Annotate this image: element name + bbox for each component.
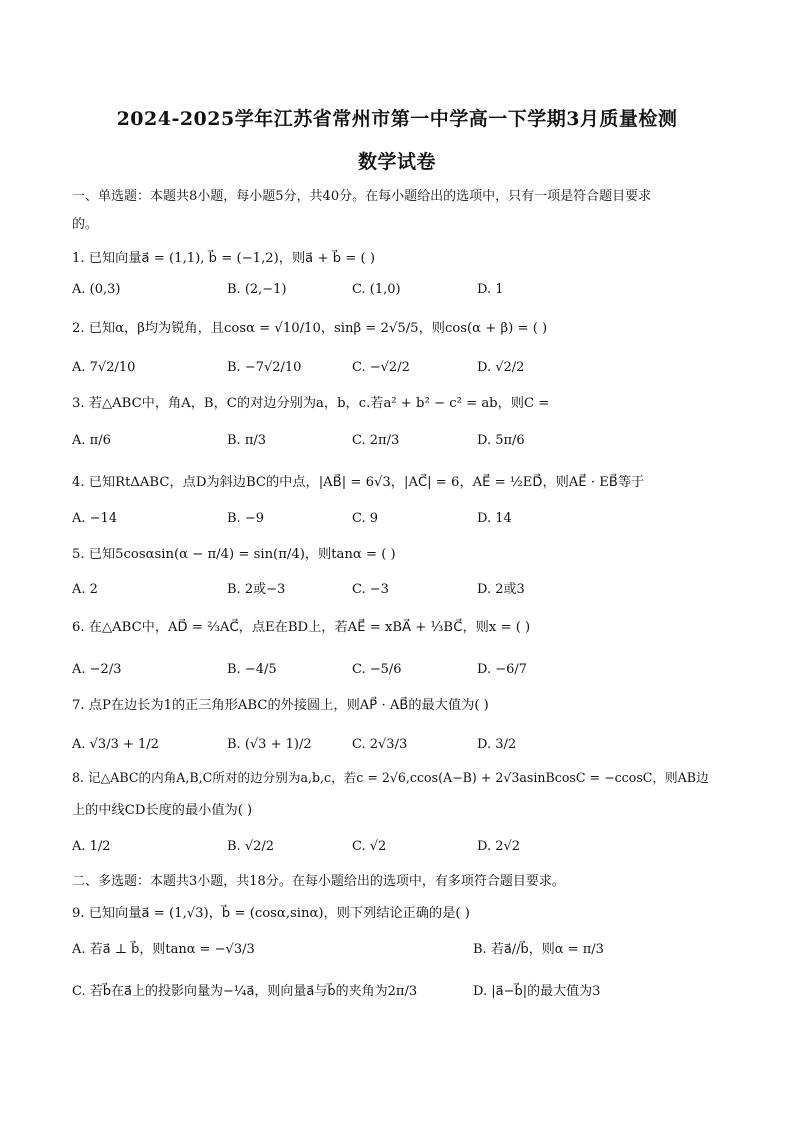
question-2-option-b: B. −7√2/10 [227,360,302,375]
question-4-stem: 4. 已知RtΔABC，点D为斜边BC的中点，|AB⃗| = 6√3，|AC⃗| = 6，AE⃗ = ½ED⃗，则AE⃗ · EB⃗等于 [72,475,645,490]
question-4-option-c: C. 9 [352,511,379,526]
question-4-option-d: D. 14 [477,511,512,526]
question-3-option-a: A. π/6 [72,433,111,448]
question-8-stem-continued: 上的中线CD长度的最小值为( ) [72,803,253,818]
question-2-option-c: C. −√2/2 [352,360,410,375]
question-2-stem: 2. 已知α，β均为锐角，且cosα = √10/10，sinβ = 2√5/5，则cos(α + β) = ( ) [72,321,548,336]
question-5-option-a: A. 2 [72,582,98,597]
question-6-option-c: C. −5/6 [352,662,402,677]
exam-title: 2024-2025学年江苏省常州市第一中学高一下学期3月质量检测 [116,108,678,130]
question-1-stem: 1. 已知向量a⃗ = (1,1), b⃗ = (−1,2)，则a⃗ + b⃗ = ( ) [72,251,375,266]
question-7-option-b: B. (√3 + 1)/2 [227,737,312,752]
question-1-option-b: B. (2,−1) [227,282,287,297]
question-6-option-d: D. −6/7 [477,662,528,677]
question-3-option-b: B. π/3 [227,433,267,448]
question-8-option-b: B. √2/2 [227,839,275,854]
question-9-option-d: D. |a⃗−b⃗|的最大值为3 [473,984,601,999]
question-6-stem: 6. 在△ABC中，AD⃗ = ⅔AC⃗，点E在BD上，若AE⃗ = xBA⃗ + ⅓BC⃗，则x = ( ) [72,620,531,635]
question-3-option-c: C. 2π/3 [352,433,400,448]
question-1-option-a: A. (0,3) [72,282,121,297]
question-4-option-b: B. −9 [227,511,264,526]
exam-subtitle: 数学试卷 [357,151,436,173]
question-9-option-a: A. 若a⃗ ⊥ b⃗，则tanα = −√3/3 [72,942,255,957]
question-5-option-c: C. −3 [352,582,389,597]
question-7-stem: 7. 点P在边长为1的正三角形ABC的外接圆上，则AP⃗ · AB⃗的最大值为( ) [72,698,489,713]
question-8-option-d: D. 2√2 [477,839,521,854]
section1-header-line2: 的。 [72,217,99,232]
question-2-option-a: A. 7√2/10 [72,360,136,375]
question-9-option-b: B. 若a⃗//b⃗，则α = π/3 [473,942,604,957]
question-8-stem: 8. 记△ABC的内角A,B,C所对的边分别为a,b,c，若c = 2√6,ccos(A−B) + 2√3asinBcosC = −ccosC，则AB边 [72,770,709,785]
question-5-option-d: D. 2或3 [477,582,525,597]
question-6-option-b: B. −4/5 [227,662,277,677]
question-8-option-c: C. √2 [352,839,387,854]
question-6-option-a: A. −2/3 [72,662,122,677]
question-3-stem: 3. 若△ABC中，角A，B，C的对边分别为a，b，c.若a² + b² − c² = ab，则C = [72,396,550,411]
question-7-option-d: D. 3/2 [477,737,517,752]
question-1-option-c: C. (1,0) [352,282,401,297]
question-1-option-d: D. 1 [477,282,504,297]
question-9-option-c: C. 若b⃗在a⃗上的投影向量为−¼a⃗，则向量a⃗与b⃗的夹角为2π/3 [72,984,418,999]
question-4-option-a: A. −14 [72,511,118,526]
question-3-option-d: D. 5π/6 [477,433,525,448]
question-9-stem: 9. 已知向量a⃗ = (1,√3)，b⃗ = (cosα,sinα)，则下列结论正确的是( ) [72,906,470,921]
question-5-stem: 5. 已知5cosαsin(α − π/4) = sin(π/4)，则tanα = ( ) [72,547,396,562]
question-8-option-a: A. 1/2 [72,839,111,854]
section1-header-line1: 一、单选题：本题共8小题，每小题5分，共40分。在每小题给出的选项中，只有一项是符合题目要求 [72,189,652,204]
question-7-option-a: A. √3/3 + 1/2 [72,737,159,752]
section2-header: 二、多选题：本题共3小题，共18分。在每小题给出的选项中，有多项符合题目要求。 [72,874,565,889]
question-5-option-b: B. 2或−3 [227,582,286,597]
question-2-option-d: D. √2/2 [477,360,525,375]
question-7-option-c: C. 2√3/3 [352,737,408,752]
